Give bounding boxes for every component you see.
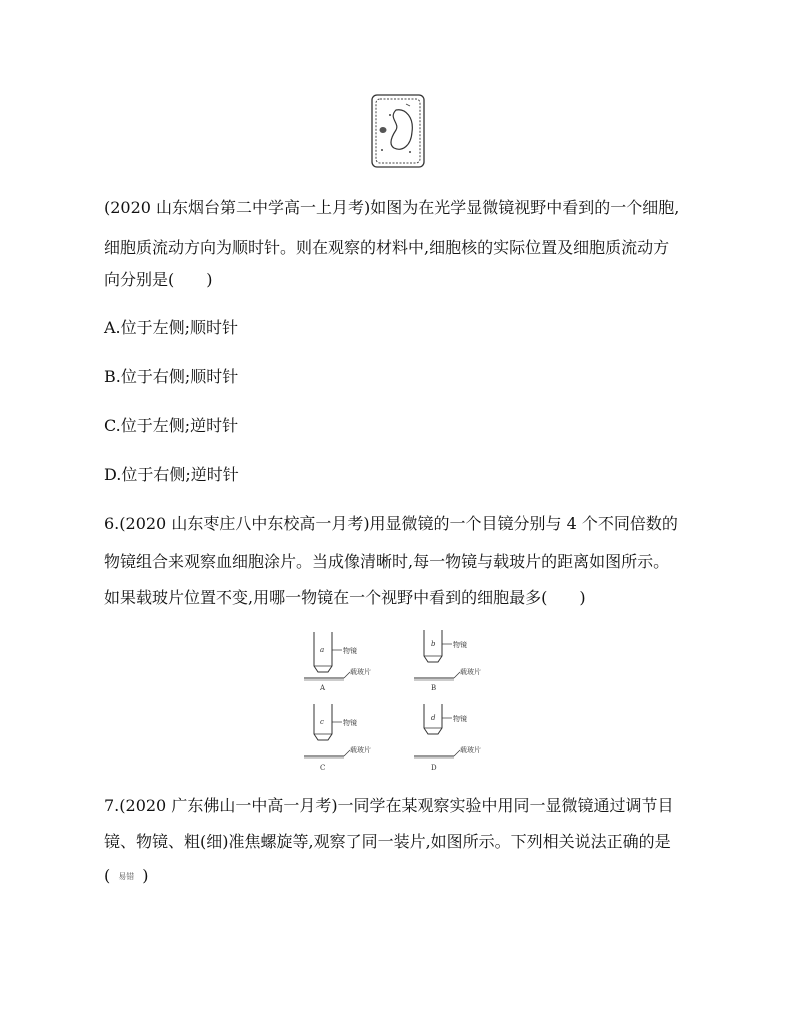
- q5-stem-line-3: 向分别是( ): [104, 270, 213, 289]
- q5-option-c: C.位于左侧;逆时针: [104, 416, 239, 435]
- panel-b: [414, 630, 481, 692]
- panel-c-lens-label: 物镜: [343, 719, 357, 727]
- q7-answer-blank: [104, 866, 149, 887]
- panel-a: [304, 632, 371, 692]
- cell-figure: [366, 92, 430, 172]
- panel-a-letter: A: [320, 684, 326, 692]
- q6-stem-line-3: 如果载玻片位置不变,用哪一物镜在一个视野中看到的细胞最多( ): [104, 588, 586, 607]
- objective-lens-diagram: [300, 628, 510, 776]
- panel-c-slide-label: 载玻片: [350, 746, 371, 754]
- q7-blank-open: (: [104, 866, 111, 885]
- panel-b-letter: B: [431, 684, 437, 692]
- panel-d: [414, 704, 481, 772]
- q6-stem-line-1: 6.(2020 山东枣庄八中东校高一月考)用显微镜的一个目镜分别与 4 个不同倍数的: [104, 514, 678, 533]
- panel-d-letter: D: [431, 764, 437, 772]
- panel-c-lens-letter: c: [320, 718, 324, 726]
- panel-a-lens-label: 物镜: [343, 647, 357, 655]
- q7-stem-line-2: 镜、物镜、粗(细)准焦螺旋等,观察了同一装片,如图所示。下列相关说法正确的是: [104, 832, 671, 851]
- panel-a-slide-label: 载玻片: [350, 668, 371, 676]
- plant-cell-illustration: [366, 92, 430, 172]
- panel-b-lens-letter: b: [431, 640, 436, 648]
- panel-c-letter: C: [320, 764, 326, 772]
- q5-option-a: A.位于左侧;顺时针: [104, 318, 239, 337]
- panel-a-lens-letter: a: [320, 646, 325, 654]
- q5-option-b: B.位于右侧;顺时针: [104, 367, 239, 386]
- q5-stem-line-2: 细胞质流动方向为顺时针。则在观察的材料中,细胞核的实际位置及细胞质流动方: [104, 238, 670, 257]
- panel-c: [304, 704, 371, 772]
- panel-d-slide-label: 载玻片: [460, 746, 481, 754]
- q6-stem-line-2: 物镜组合来观察血细胞涂片。当成像清晰时,每一物镜与载玻片的距离如图所示。: [104, 552, 670, 571]
- q7-blank-note: 易错: [118, 871, 135, 881]
- panel-d-lens-label: 物镜: [453, 715, 467, 723]
- panel-b-slide-label: 载玻片: [460, 668, 481, 676]
- q7-blank-close: ): [142, 866, 149, 885]
- panel-d-lens-letter: d: [431, 714, 436, 722]
- q5-stem-line-1: (2020 山东烟台第二中学高一上月考)如图为在光学显微镜视野中看到的一个细胞,: [104, 198, 680, 217]
- objective-lens-figure: [300, 628, 510, 776]
- q5-option-d: D.位于右侧;逆时针: [104, 465, 239, 484]
- q7-stem-line-1: 7.(2020 广东佛山一中高一月考)一同学在某观察实验中用同一显微镜通过调节目: [104, 796, 674, 815]
- panel-b-lens-label: 物镜: [453, 641, 467, 649]
